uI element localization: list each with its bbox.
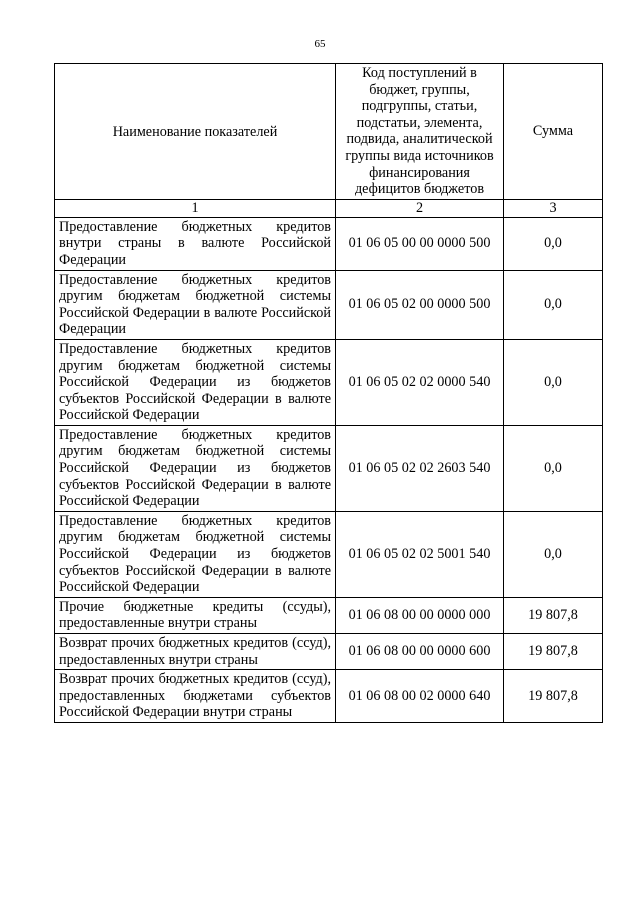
row-name: Возврат прочих бюджетных кредитов (ссуд), предоставленных внутри страны [55, 634, 336, 670]
column-number-row [55, 199, 603, 217]
row-code: 01 06 05 02 02 0000 540 [336, 339, 504, 425]
row-name: Предоставление бюджетных кредитов другим бюджетам бюджетной системы Российской Федерации из бюджетов субъектов Российской Федерации в валюте Российской Федерации [55, 511, 336, 597]
page-number: 65 [314, 38, 326, 50]
sources-table [54, 63, 603, 723]
row-sum: 0,0 [504, 511, 603, 597]
row-sum: 0,0 [504, 270, 603, 339]
row-sum: 0,0 [504, 217, 603, 270]
header-name: Наименование показателей [55, 64, 336, 200]
table-row [55, 425, 603, 511]
row-name: Предоставление бюджетных кредитов другим бюджетам бюджетной системы Российской Федерации из бюджетов субъектов Российской Федерации в валюте Российской Федерации [55, 339, 336, 425]
table-row [55, 270, 603, 339]
table-header-row [55, 64, 603, 200]
row-code: 01 06 05 02 00 0000 500 [336, 270, 504, 339]
row-code: 01 06 08 00 00 0000 600 [336, 634, 504, 670]
row-sum: 0,0 [504, 425, 603, 511]
table-row [55, 634, 603, 670]
table-row [55, 597, 603, 633]
row-code: 01 06 05 02 02 5001 540 [336, 511, 504, 597]
row-name: Предоставление бюджетных кредитов другим бюджетам бюджетной системы Российской Федерации в валюте Российской Федерации [55, 270, 336, 339]
row-name: Предоставление бюджетных кредитов внутри страны в валюте Российской Федерации [55, 217, 336, 270]
row-code: 01 06 08 00 00 0000 000 [336, 597, 504, 633]
table-row [55, 339, 603, 425]
row-name: Предоставление бюджетных кредитов другим бюджетам бюджетной системы Российской Федерации из бюджетов субъектов Российской Федерации в валюте Российской Федерации [55, 425, 336, 511]
header-sum: Сумма [504, 64, 603, 200]
table-row [55, 511, 603, 597]
row-sum: 19 807,8 [504, 670, 603, 723]
column-number: 3 [504, 199, 603, 217]
column-number: 1 [55, 199, 336, 217]
row-name: Прочие бюджетные кредиты (ссуды), предоставленные внутри страны [55, 597, 336, 633]
row-code: 01 06 05 00 00 0000 500 [336, 217, 504, 270]
row-code: 01 06 08 00 02 0000 640 [336, 670, 504, 723]
row-sum: 0,0 [504, 339, 603, 425]
row-sum: 19 807,8 [504, 597, 603, 633]
table-row [55, 670, 603, 723]
row-name: Возврат прочих бюджетных кредитов (ссуд), предоставленных бюджетами субъектов Российской Федерации внутри страны [55, 670, 336, 723]
row-sum: 19 807,8 [504, 634, 603, 670]
header-code: Код поступлений в бюджет, группы, подгруппы, статьи, подстатьи, элемента, подвида, аналитической группы вида источников финансирования дефицитов бюджетов [336, 64, 504, 200]
row-code: 01 06 05 02 02 2603 540 [336, 425, 504, 511]
table-row [55, 217, 603, 270]
column-number: 2 [336, 199, 504, 217]
